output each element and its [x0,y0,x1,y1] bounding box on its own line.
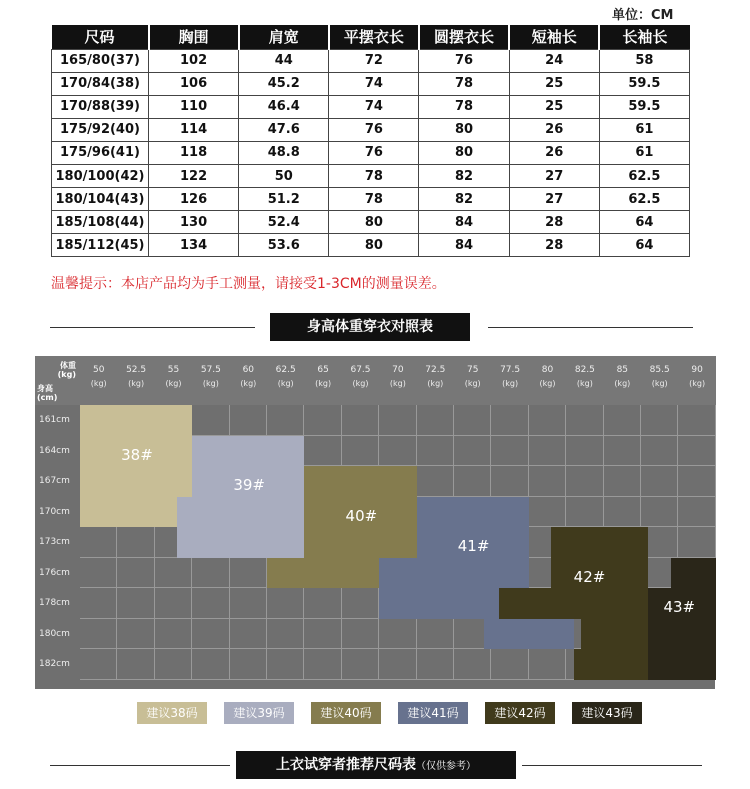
grid-cell [155,558,192,589]
table-cell: 28 [509,234,599,257]
grid-cell [80,558,117,589]
table-cell: 126 [149,188,239,211]
grid-cell [678,436,715,467]
table-cell: 170/84(38) [52,72,149,95]
grid-cell [304,649,341,680]
legend-item: 建议40码 [311,702,381,724]
grid-cell [80,527,117,558]
grid-cell [417,619,454,650]
weight-column-header [117,356,154,405]
grid-cell [379,649,416,680]
weight-column-header [491,356,528,405]
weight-value: 77.5 [500,365,521,375]
grid-cell [678,466,715,497]
size-region-label: 39# [233,476,265,495]
weight-value: 72.5 [425,365,446,375]
column-header: 尺码 [52,25,149,49]
weight-column-header [379,356,416,405]
height-row-label: 161cm [35,405,80,436]
table-cell: 82 [419,164,509,187]
table-cell: 185/112(45) [52,234,149,257]
table-cell: 78 [419,72,509,95]
size-region [379,588,499,619]
grid-cell [454,649,491,680]
grid-cell [304,405,341,436]
grid-cell [417,405,454,436]
table-cell: 72 [329,49,419,72]
table-cell: 46.4 [239,95,329,118]
grid-cell [192,649,229,680]
weight-column-header [417,356,454,405]
grid-cell [566,436,603,467]
weight-value: 90 [691,365,703,375]
table-cell: 48.8 [239,141,329,164]
grid-cell [678,527,715,558]
grid-cell [230,558,267,589]
size-region [484,619,574,650]
height-row-label: 164cm [35,436,80,467]
grid-cell [379,436,416,467]
weight-value: 60 [242,365,255,375]
unit-label: 单位：CM [612,8,674,23]
grid-cell [529,497,566,528]
bottom-section-title [236,751,516,779]
weight-column-header [529,356,566,405]
table-cell: 114 [149,118,239,141]
table-cell: 45.2 [239,72,329,95]
grid-cell [117,558,154,589]
table-cell: 27 [509,188,599,211]
grid-cell [155,649,192,680]
table-cell: 118 [149,141,239,164]
grid-cell [491,405,528,436]
grid-cell [641,436,678,467]
table-cell: 78 [329,188,419,211]
weight-unit: (kg) [352,379,369,388]
grid-cell [342,649,379,680]
grid-cell [566,497,603,528]
weight-unit: (kg) [277,379,294,388]
weight-unit: (kg) [389,379,406,388]
grid-cell [379,619,416,650]
grid-cell [454,405,491,436]
height-row-label: 173cm [35,527,80,558]
weight-unit: (kg) [128,379,145,388]
table-row [52,49,690,72]
grid-cell [192,619,229,650]
legend-item: 建议39码 [224,702,294,724]
measurement-notice: 温馨提示：本店产品均为手工测量，请接受1-3CM的测量误差。 [51,276,446,292]
grid-cell [491,649,528,680]
height-row-label: 176cm [35,558,80,589]
table-cell: 26 [509,118,599,141]
grid-cell [529,466,566,497]
table-row [52,164,690,187]
grid-cell [529,436,566,467]
table-cell: 82 [419,188,509,211]
grid-cell [192,588,229,619]
column-header: 长袖长 [599,25,689,49]
weight-unit: (kg) [90,379,107,388]
grid-cell [641,497,678,528]
table-cell: 59.5 [599,72,689,95]
section-divider-right [488,327,693,328]
weight-value: 65 [317,365,329,375]
table-cell: 58 [599,49,689,72]
weight-unit: (kg) [427,379,444,388]
grid-cell [678,497,715,528]
legend-item: 建议42码 [485,702,555,724]
grid-cell [604,497,641,528]
table-cell: 130 [149,211,239,234]
grid-cell [566,405,603,436]
grid-cell [230,405,267,436]
table-row [52,234,690,257]
grid-cell [604,466,641,497]
grid-cell [529,649,566,680]
weight-column-header [267,356,304,405]
corner-height-label: (cm) [37,393,58,402]
table-cell: 61 [599,141,689,164]
section-divider-left [50,327,255,328]
grid-cell [566,466,603,497]
grid-cell [529,405,566,436]
size-region-label: 42# [573,567,606,586]
grid-cell [267,649,304,680]
grid-cell [117,619,154,650]
weight-unit: (kg) [539,379,556,388]
weight-column-header [192,356,229,405]
table-cell: 62.5 [599,188,689,211]
grid-cell [117,527,154,558]
grid-cell [230,619,267,650]
weight-unit: (kg) [689,379,706,388]
table-cell: 180/100(42) [52,164,149,187]
grid-cell [678,405,715,436]
legend-item: 建议41码 [398,702,468,724]
table-cell: 80 [419,118,509,141]
table-cell: 76 [419,49,509,72]
table-cell: 110 [149,95,239,118]
table-cell: 102 [149,49,239,72]
weight-column-header [566,356,603,405]
weight-value: 62.5 [275,365,296,375]
weight-unit: (kg) [464,379,481,388]
weight-column-header [342,356,379,405]
weight-column-header [304,356,341,405]
weight-unit: (kg) [165,379,182,388]
table-cell: 47.6 [239,118,329,141]
table-cell: 59.5 [599,95,689,118]
table-row [52,211,690,234]
table-cell: 175/92(40) [52,118,149,141]
column-header: 圆摆衣长 [419,25,509,49]
table-cell: 175/96(41) [52,141,149,164]
grid-cell [267,405,304,436]
table-cell: 180/104(43) [52,188,149,211]
grid-cell [641,466,678,497]
grid-cell [604,436,641,467]
weight-value: 57.5 [200,365,221,375]
weight-value: 75 [466,365,479,375]
size-region [80,405,192,527]
grid-cell [155,619,192,650]
weight-unit: (kg) [614,379,631,388]
height-weight-chart [35,356,715,689]
weight-column-header [230,356,267,405]
column-header: 肩宽 [239,25,329,49]
table-cell: 78 [329,164,419,187]
weight-value: 55 [167,365,180,375]
size-region-label: 43# [663,598,696,617]
grid-cell [304,588,341,619]
weight-column-header [678,356,715,405]
table-cell: 24 [509,49,599,72]
weight-column-header [80,356,117,405]
table-cell: 52.4 [239,211,329,234]
corner-weight-label: (kg) [57,370,76,379]
grid-cell [267,619,304,650]
table-row [52,118,690,141]
size-region [267,558,379,589]
size-region-label: 41# [457,537,490,556]
chart-corner [35,356,80,405]
table-cell: 170/88(39) [52,95,149,118]
column-header: 平摆衣长 [329,25,419,49]
height-row-label: 180cm [35,619,80,650]
height-row-label: 170cm [35,497,80,528]
legend-item: 建议38码 [137,702,207,724]
grid-cell [192,405,229,436]
table-cell: 64 [599,211,689,234]
grid-cell [491,466,528,497]
grid-cell [230,649,267,680]
size-region [499,588,649,619]
corner-height-label: 身高 [37,384,53,393]
table-cell: 51.2 [239,188,329,211]
grid-cell [604,405,641,436]
grid-cell [454,466,491,497]
grid-cell [417,436,454,467]
weight-value: 67.5 [350,365,371,375]
grid-cell [379,405,416,436]
grid-cell [342,619,379,650]
table-cell: 185/108(44) [52,211,149,234]
table-cell: 84 [419,211,509,234]
table-cell: 64 [599,234,689,257]
table-cell: 76 [329,118,419,141]
grid-cell [117,649,154,680]
table-cell: 134 [149,234,239,257]
table-cell: 80 [329,234,419,257]
size-region [177,497,304,558]
grid-cell [304,619,341,650]
table-cell: 106 [149,72,239,95]
size-region-label: 38# [121,445,153,464]
grid-cell [342,588,379,619]
legend-item: 建议43码 [572,702,642,724]
table-cell: 80 [329,211,419,234]
bottom-divider-left [50,765,230,766]
table-cell: 27 [509,164,599,187]
corner-weight-label: 体重 [60,361,76,370]
table-cell: 80 [419,141,509,164]
table-row [52,188,690,211]
grid-cell [117,588,154,619]
table-cell: 74 [329,95,419,118]
column-header: 短袖长 [509,25,599,49]
weight-column-header [454,356,491,405]
weight-unit: (kg) [240,379,257,388]
weight-unit: (kg) [576,379,593,388]
grid-cell [342,405,379,436]
weight-column-header [155,356,192,405]
height-row-label: 178cm [35,588,80,619]
grid-cell [155,588,192,619]
table-cell: 50 [239,164,329,187]
table-cell: 53.6 [239,234,329,257]
bottom-title-main: 上衣试穿者推荐尺码表 [276,757,416,773]
table-cell: 84 [419,234,509,257]
weight-value: 82.5 [574,365,595,375]
grid-cell [267,588,304,619]
bottom-divider-right [522,765,702,766]
table-cell: 62.5 [599,164,689,187]
weight-value: 52.5 [126,365,147,375]
weight-value: 50 [92,365,105,375]
table-row [52,72,690,95]
grid-cell [417,466,454,497]
grid-cell [491,436,528,467]
size-region-label: 40# [345,506,378,525]
table-cell: 28 [509,211,599,234]
weight-value: 70 [392,365,404,375]
grid-cell [80,649,117,680]
weight-unit: (kg) [502,379,519,388]
table-cell: 74 [329,72,419,95]
grid-cell [454,436,491,467]
table-cell: 78 [419,95,509,118]
grid-cell [80,619,117,650]
table-cell: 61 [599,118,689,141]
table-row [52,95,690,118]
table-cell: 165/80(37) [52,49,149,72]
table-cell: 26 [509,141,599,164]
grid-cell [641,405,678,436]
weight-unit: (kg) [202,379,219,388]
weight-column-header [604,356,641,405]
size-table [51,25,690,257]
table-row [52,141,690,164]
table-cell: 122 [149,164,239,187]
grid-cell [304,436,341,467]
height-row-label: 182cm [35,649,80,680]
grid-cell [80,588,117,619]
weight-unit: (kg) [315,379,332,388]
grid-cell [342,436,379,467]
grid-cell [230,588,267,619]
bottom-title-note: （仅供参考） [416,761,476,772]
size-table-header [52,25,690,49]
weight-value: 85 [616,365,629,375]
table-cell: 76 [329,141,419,164]
weight-unit: (kg) [651,379,668,388]
table-cell: 25 [509,72,599,95]
weight-column-header [641,356,678,405]
table-cell: 25 [509,95,599,118]
weight-value: 80 [541,365,554,375]
grid-cell [192,558,229,589]
height-row-label: 167cm [35,466,80,497]
weight-value: 85.5 [649,365,670,375]
grid-cell [417,649,454,680]
table-cell: 44 [239,49,329,72]
column-header: 胸围 [149,25,239,49]
chart-section-title: 身高体重穿衣对照表 [270,313,470,341]
